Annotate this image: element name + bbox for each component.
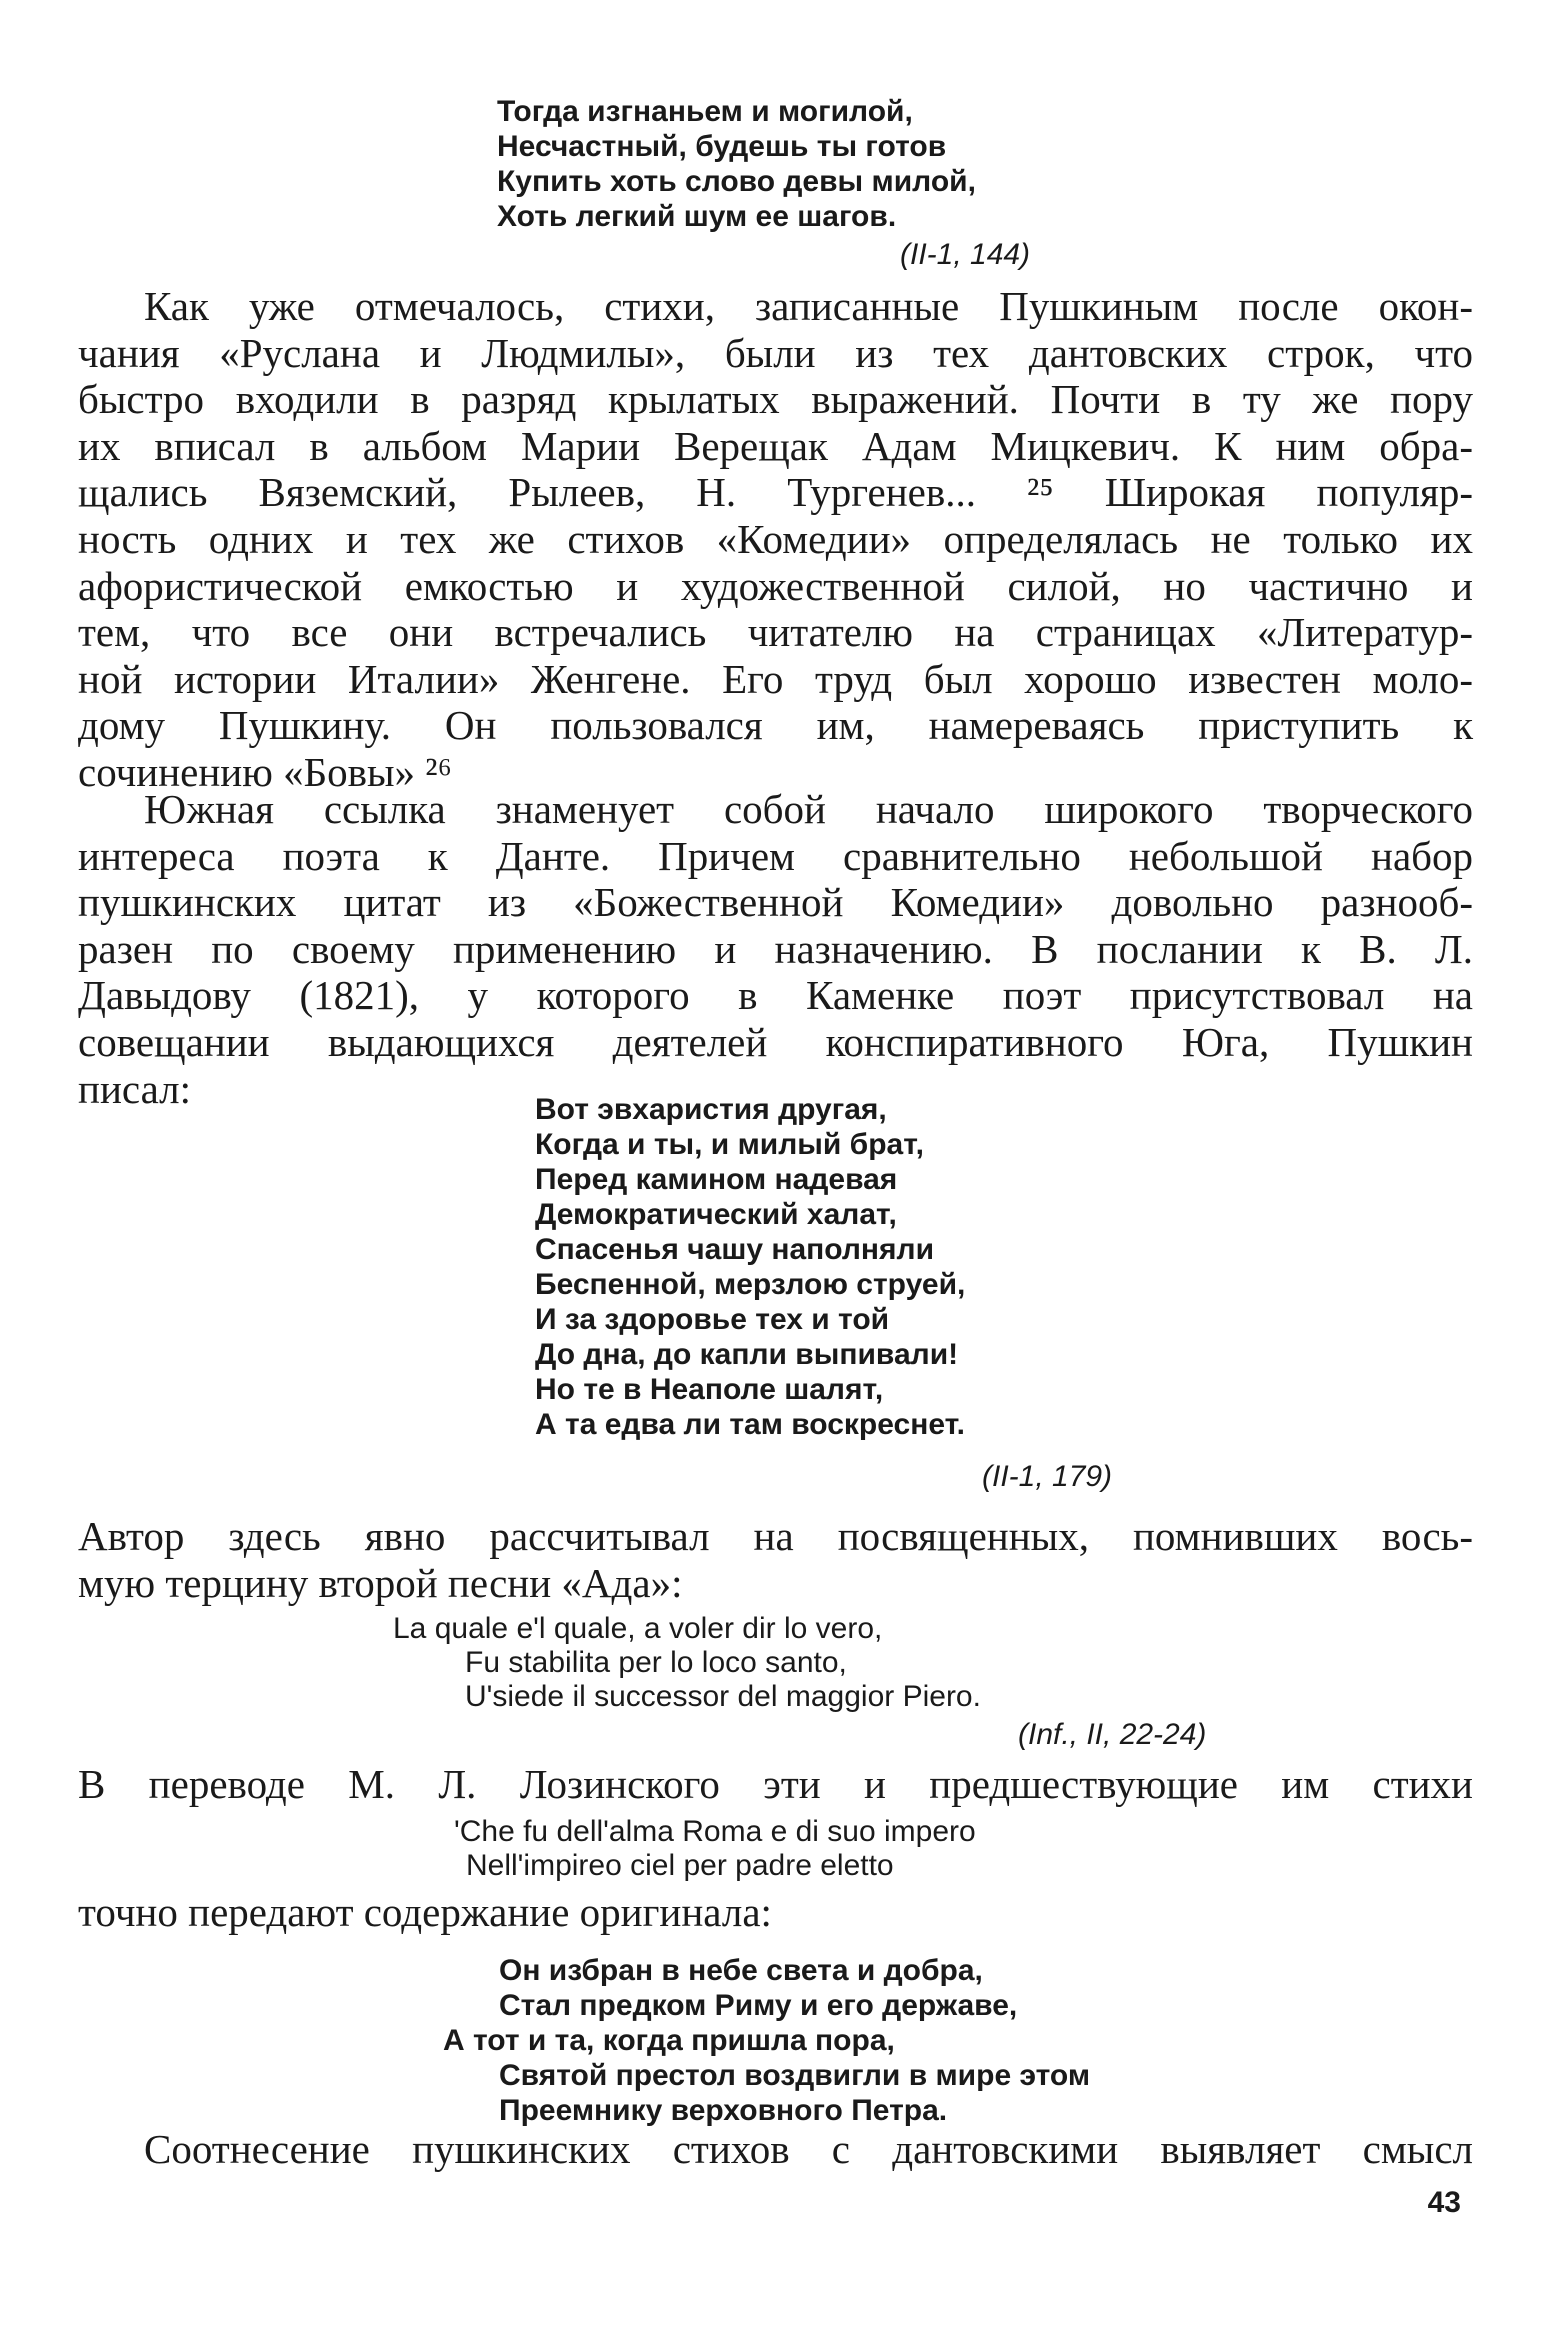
italian-quote-1 xyxy=(393,1612,981,1714)
citation-3: (Inf., II, 22-24) xyxy=(1018,1718,1207,1751)
verse-line: U'siede il successor del maggior Piero. xyxy=(465,1680,981,1713)
verse-quote-3 xyxy=(443,1953,1090,2128)
text-line: Автор здесь явно рассчитывал на посвященных, помнивших вось- xyxy=(78,1513,1473,1559)
paragraph-3 xyxy=(78,1513,1473,1606)
paragraph-2 xyxy=(78,786,1473,1112)
text-line: писал: xyxy=(78,1065,191,1112)
verse-quote-1 xyxy=(497,94,976,234)
text-line: ной истории Италии» Женгене. Его труд был хорошо известен моло- xyxy=(78,655,1473,702)
text-line: чания «Руслана и Людмилы», были из тех дантовских строк, что xyxy=(78,329,1473,376)
verse-line: La quale e'l quale, a voler dir lo vero, xyxy=(393,1612,883,1645)
text-line: быстро входили в разряд крылатых выражений. Почти в ту же пору xyxy=(78,376,1473,423)
paragraph-4: В переводе М. Л. Лозинского эти и предшествующие им стихи xyxy=(78,1761,1473,1807)
verse-line: Хоть легкий шум ее шагов. xyxy=(497,200,897,233)
text-line: разен по своему применению и назначению. В послании к В. Л. xyxy=(78,925,1473,972)
verse-line: Он избран в небе света и добра, xyxy=(499,1954,983,1987)
text-line: тем, что все они встречались читателю на страницах «Литератур- xyxy=(78,609,1473,656)
verse-line: Когда и ты, и милый брат, xyxy=(535,1128,924,1161)
verse-line: Nell'impireo ciel per padre eletto xyxy=(466,1849,894,1882)
verse-line: Несчастный, будешь ты готов xyxy=(497,130,947,163)
verse-line: До дна, до капли выпивали! xyxy=(535,1338,959,1371)
verse-line: Преемнику верховного Петра. xyxy=(499,2094,948,2127)
paragraph-1 xyxy=(78,283,1473,796)
text-line: афористической емкостью и художественной силой, но частично и xyxy=(78,562,1473,609)
text-line: ность одних и тех же стихов «Комедии» определялась не только их xyxy=(78,515,1473,562)
verse-line: Перед камином надевая xyxy=(535,1163,898,1196)
verse-line: Беспенной, мерзлою струей, xyxy=(535,1268,966,1301)
text-line: Как уже отмечалось, стихи, записанные Пушкиным после окон- xyxy=(144,283,1473,329)
text-line: Давыдову (1821), у которого в Каменке поэт присутствовал на xyxy=(78,972,1473,1019)
verse-line: Купить хоть слово девы милой, xyxy=(497,165,976,198)
paragraph-5: точно передают содержание оригинала: xyxy=(78,1889,772,1935)
paragraph-6: Соотнесение пушкинских стихов с дантовскими выявляет смысл xyxy=(144,2126,1473,2172)
verse-line: Вот эвхаристия другая, xyxy=(535,1093,887,1126)
verse-line: Святой престол воздвигли в мире этом xyxy=(499,2059,1091,2092)
verse-line: Демократический халат, xyxy=(535,1198,897,1231)
citation-1: (II-1, 144) xyxy=(900,238,1031,271)
text-line: интереса поэта к Данте. Причем сравнительно небольшой набор xyxy=(78,832,1473,879)
verse-quote-2 xyxy=(535,1092,965,1442)
verse-line: Fu stabilita per lo loco santo, xyxy=(465,1646,847,1679)
text-line: мую терцину второй песни «Ада»: xyxy=(78,1559,683,1606)
page-number: 43 xyxy=(1427,2186,1461,2219)
text-line: пушкинских цитат из «Божественной Комедии» довольно разнооб- xyxy=(78,879,1473,926)
citation-2: (II-1, 179) xyxy=(982,1460,1113,1493)
verse-line: Но те в Неаполе шалят, xyxy=(535,1373,884,1406)
italian-quote-2 xyxy=(454,1815,976,1883)
text-line: щались Вяземский, Рылеев, Н. Тургенев... ²⁵ Широкая популяр- xyxy=(78,469,1473,516)
verse-line: Спасенья чашу наполняли xyxy=(535,1233,935,1266)
text-line: сочинению «Бовы» ²⁶ xyxy=(78,748,452,795)
verse-line: 'Che fu dell'alma Roma e di suo impero xyxy=(454,1815,976,1848)
text-line: Южная ссылка знаменует собой начало широкого творческого xyxy=(144,786,1473,832)
text-line: совещании выдающихся деятелей конспиративного Юга, Пушкин xyxy=(78,1018,1473,1065)
verse-line: И за здоровье тех и той xyxy=(535,1303,890,1336)
verse-line: А та едва ли там воскреснет. xyxy=(535,1408,966,1441)
text-line: их вписал в альбом Марии Верещак Адам Мицкевич. К ним обра- xyxy=(78,422,1473,469)
verse-line: Стал предком Риму и его державе, xyxy=(499,1989,1018,2022)
verse-line: Тогда изгнаньем и могилой, xyxy=(497,95,913,128)
text-line: дому Пушкину. Он пользовался им, намереваясь приступить к xyxy=(78,702,1473,749)
verse-line: А тот и та, когда пришла пора, xyxy=(443,2024,895,2057)
